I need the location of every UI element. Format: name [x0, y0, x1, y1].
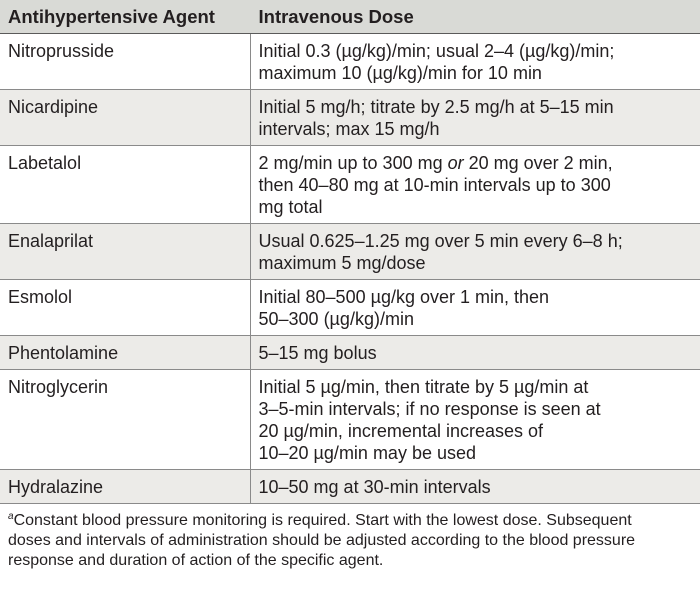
dose-line: maximum 5 mg/dose	[258, 253, 426, 273]
dose-cell	[250, 34, 700, 90]
dose-or-italic: or	[447, 153, 464, 173]
table-row	[0, 224, 700, 280]
dose-cell	[250, 336, 700, 370]
dose-cell	[250, 370, 700, 470]
table-row	[0, 34, 700, 90]
agent-name: Enalaprilat	[0, 224, 250, 280]
dose-line: 50–300 (µg/kg)/min	[258, 309, 414, 329]
footnote-line: Constant blood pressure monitoring is required. Start with the lowest dose. Subsequent	[13, 512, 632, 529]
dose-line: 20 mg over 2 min,	[463, 153, 613, 173]
dose-line: mg total	[258, 197, 323, 217]
agent-name: Hydralazine	[0, 470, 250, 504]
table-row	[0, 90, 700, 146]
dose-cell	[250, 470, 700, 504]
footnote-line: response and duration of action of the specific agent.	[8, 552, 384, 569]
agent-name: Nitroglycerin	[0, 370, 250, 470]
dose-line: 10–20 µg/min may be used	[258, 443, 477, 463]
table-row	[0, 146, 700, 224]
dose-line: 20 µg/min, incremental increases of	[258, 421, 544, 441]
table-header-row	[0, 0, 700, 34]
agent-name: Esmolol	[0, 280, 250, 336]
dose-line: 5–15 mg bolus	[258, 343, 377, 363]
table-row	[0, 470, 700, 504]
footnote-line: doses and intervals of administration should be adjusted according to the blood pressure	[8, 532, 636, 549]
table-row	[0, 336, 700, 370]
dose-line: 2 mg/min up to 300 mg	[258, 153, 448, 173]
dose-line: Initial 5 µg/min, then titrate by 5 µg/min at	[258, 377, 589, 397]
dose-line: maximum 10 (µg/kg)/min for 10 min	[258, 63, 542, 83]
agent-name: Nitroprusside	[0, 34, 250, 90]
dose-cell	[250, 146, 700, 224]
table-row	[0, 280, 700, 336]
dose-line: Initial 80–500 µg/kg over 1 min, then	[258, 287, 550, 307]
footnote-marker: a	[8, 511, 14, 522]
dose-line: intervals; max 15 mg/h	[258, 119, 440, 139]
header-agent: Antihypertensive Agent	[0, 0, 250, 34]
dose-cell	[250, 90, 700, 146]
agent-name: Nicardipine	[0, 90, 250, 146]
agent-name: Phentolamine	[0, 336, 250, 370]
dose-line: Initial 0.3 (µg/kg)/min; usual 2–4 (µg/kg)/min;	[258, 41, 615, 61]
dose-line: Usual 0.625–1.25 mg over 5 min every 6–8 h;	[258, 231, 623, 251]
agent-name: Labetalol	[0, 146, 250, 224]
dose-line: 3–5-min intervals; if no response is seen at	[258, 399, 601, 419]
table-row	[0, 370, 700, 470]
table-footnote	[0, 504, 700, 571]
dose-cell	[250, 224, 700, 280]
header-dose: Intravenous Dose	[250, 0, 700, 34]
dose-cell	[250, 280, 700, 336]
dose-line: 10–50 mg at 30-min intervals	[258, 477, 491, 497]
dose-line: then 40–80 mg at 10-min intervals up to 300	[258, 175, 611, 195]
dose-line: Initial 5 mg/h; titrate by 2.5 mg/h at 5–15 min	[258, 97, 614, 117]
